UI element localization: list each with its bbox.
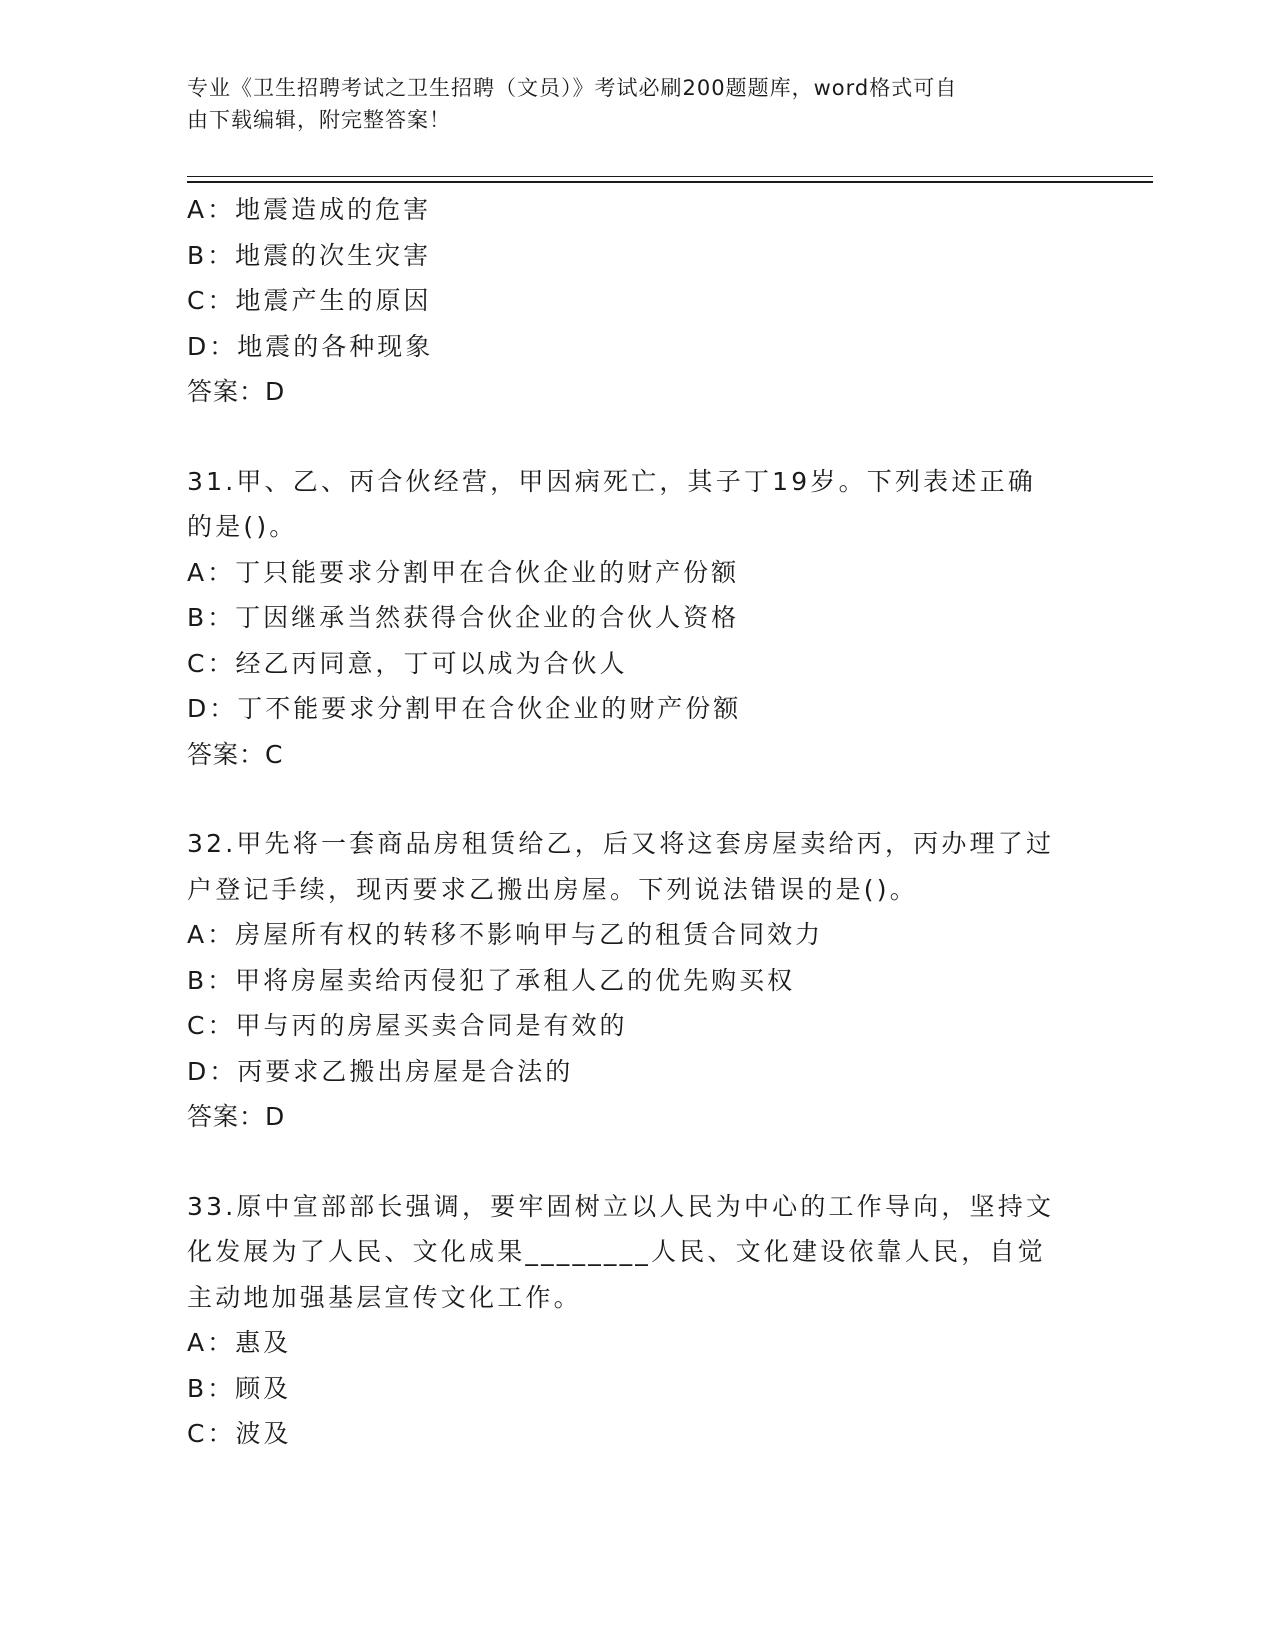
option-c: C：地震产生的原因 xyxy=(187,286,432,315)
header-line-1: 专业《卫生招聘考试之卫生招聘（文员）》考试必刷200题题库，word格式可自 xyxy=(187,76,958,100)
answer-line: 答案：C xyxy=(187,739,284,769)
spacer xyxy=(187,415,1087,459)
option-c: C：甲与丙的房屋买卖合同是有效的 xyxy=(187,1011,628,1040)
prev-question-block xyxy=(187,187,1087,415)
question-text-line: 的是()。 xyxy=(187,512,298,541)
spacer xyxy=(187,1140,1087,1184)
option-c: C：经乙丙同意，丁可以成为合伙人 xyxy=(187,648,628,678)
header-rule-thick xyxy=(187,181,1153,183)
header-rule-thin xyxy=(187,176,1153,177)
option-a: A：惠及 xyxy=(187,1328,292,1357)
question-content xyxy=(187,187,1087,1457)
answer-line: 答案：D xyxy=(187,1102,286,1131)
option-d: D：丙要求乙搬出房屋是合法的 xyxy=(187,1056,574,1086)
header-line-2: 由下载编辑，附完整答案！ xyxy=(187,108,451,132)
question-text-line: 33.原中宣部部长强调，要牢固树立以人民为中心的工作导向，坚持文 xyxy=(187,1191,1055,1221)
option-b: B：甲将房屋卖给丙侵犯了承租人乙的优先购买权 xyxy=(187,965,796,995)
option-a: A：丁只能要求分割甲在合伙企业的财产份额 xyxy=(187,557,740,587)
question-33-block xyxy=(187,1184,1087,1457)
option-a: A：房屋所有权的转移不影响甲与乙的租赁合同效力 xyxy=(187,920,824,949)
option-d: D：地震的各种现象 xyxy=(187,331,434,361)
question-text-line: 主动地加强基层宣传文化工作。 xyxy=(187,1282,582,1312)
question-32-block xyxy=(187,821,1087,1140)
option-b: B：丁因继承当然获得合伙企业的合伙人资格 xyxy=(187,603,740,632)
option-b: B：顾及 xyxy=(187,1373,292,1403)
question-text-line: 户登记手续，现丙要求乙搬出房屋。下列说法错误的是()。 xyxy=(187,874,918,904)
question-text-line: 化发展为了人民、文化成果________人民、文化建设依靠人民，自觉 xyxy=(187,1237,1046,1266)
option-c: C：波及 xyxy=(187,1419,292,1448)
option-b: B：地震的次生灾害 xyxy=(187,240,432,270)
document-header xyxy=(187,72,1067,136)
option-d: D：丁不能要求分割甲在合伙企业的财产份额 xyxy=(187,694,742,723)
answer-line: 答案：D xyxy=(187,377,286,406)
question-text-line: 32.甲先将一套商品房租赁给乙，后又将这套房屋卖给丙，丙办理了过 xyxy=(187,829,1055,858)
option-a: A：地震造成的危害 xyxy=(187,195,432,224)
question-31-block xyxy=(187,459,1087,778)
question-text-line: 31.甲、乙、丙合伙经营，甲因病死亡，其子丁19岁。下列表述正确 xyxy=(187,466,1036,496)
spacer xyxy=(187,777,1087,821)
